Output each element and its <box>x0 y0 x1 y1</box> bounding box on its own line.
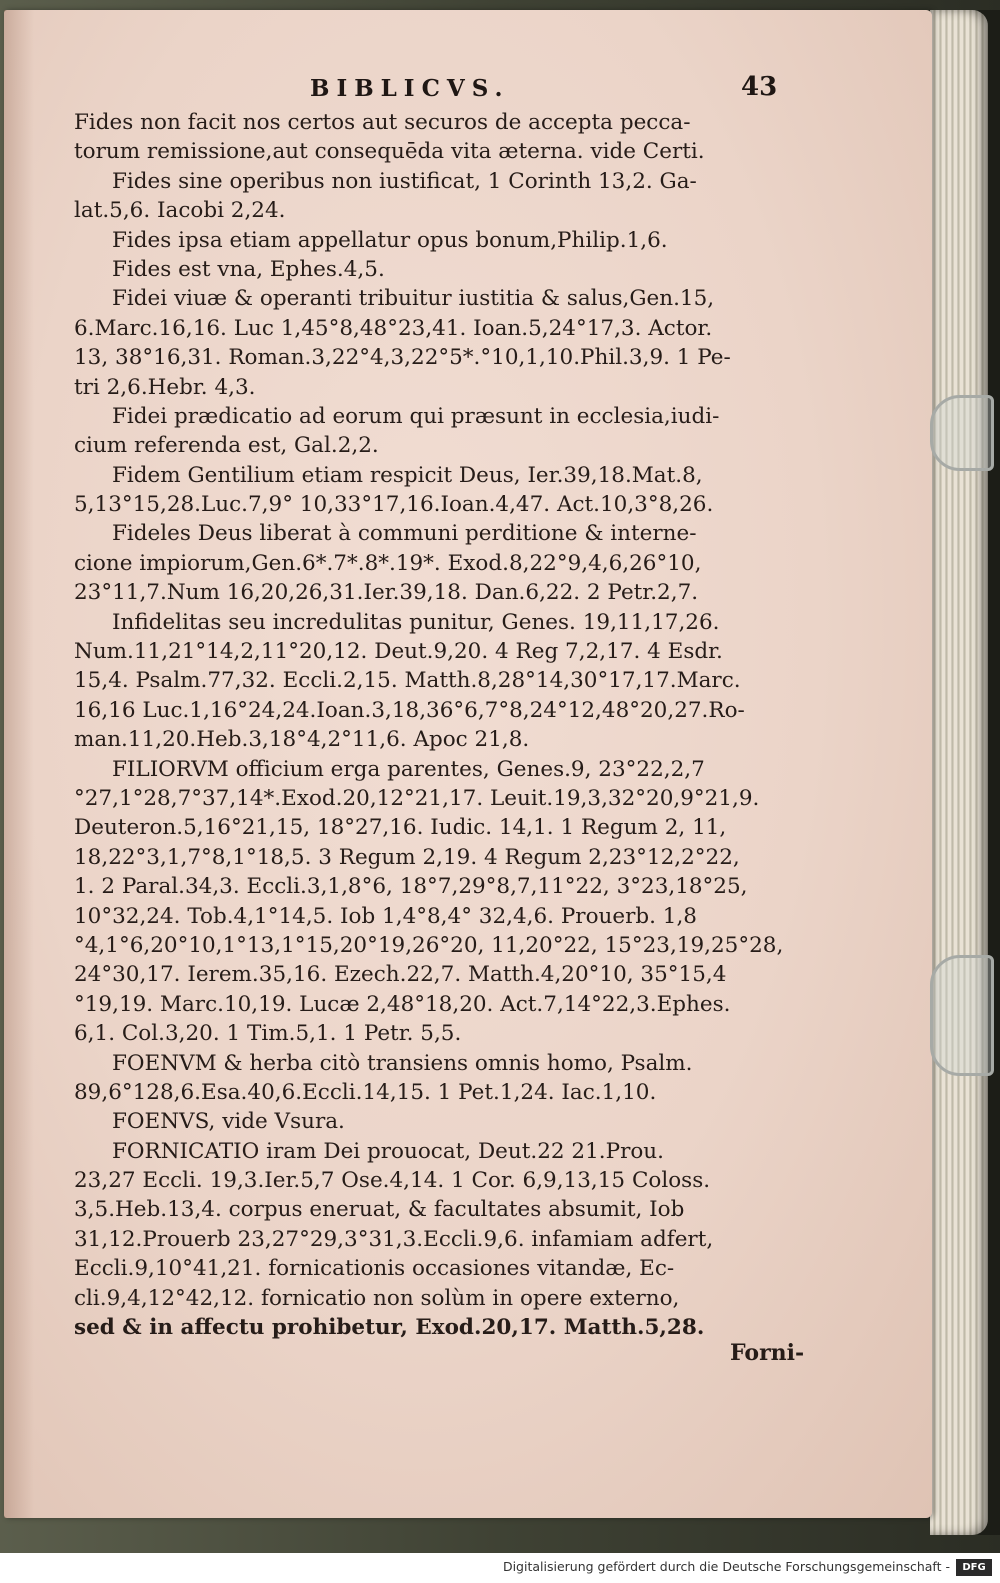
text-line: 1. 2 Paral.34,3. Eccli.3,1,8°6, 18°7,29°8,7,11°22, 3°23,18°25, <box>74 874 748 900</box>
text-block <box>74 108 814 1342</box>
text-line: Deuteron.5,16°21,15, 18°27,16. Iudic. 14,1. 1 Regum 2, 11, <box>74 815 727 841</box>
text-line: °19,19. Marc.10,19. Lucæ 2,48°18,20. Act.7,14°22,3.Ephes. <box>74 991 731 1017</box>
dfg-logo-icon: DFG <box>956 1559 992 1576</box>
footer-band <box>0 1553 1000 1583</box>
text-line: 24°30,17. Ierem.35,16. Ezech.22,7. Matth.4,20°10, 35°15,4 <box>74 962 727 988</box>
text-line: 23°11,7.Num 16,20,26,31.Ier.39,18. Dan.6,22. 2 Petr.2,7. <box>74 580 699 606</box>
text-line: °27,1°28,7°37,14*.Exod.20,12°21,17. Leuit.19,3,32°20,9°21,9. <box>74 785 760 811</box>
text-line: sed & in affectu prohibetur, Exod.20,17. Matth.5,28. <box>74 1315 705 1341</box>
text-line: lat.5,6. Iacobi 2,24. <box>74 198 286 224</box>
text-line: Eccli.9,10°41,21. fornicationis occasiones vitandæ, Ec- <box>74 1256 675 1282</box>
text-line: Fides ipsa etiam appellatur opus bonum,Philip.1,6. <box>112 227 668 253</box>
text-line: torum remissione,aut consequēda vita æterna. vide Certi. <box>74 139 705 165</box>
text-line: cli.9,4,12°42,12. fornicatio non solùm in opere externo, <box>74 1285 680 1311</box>
text-line: Infidelitas seu incredulitas punitur, Genes. 19,11,17,26. <box>112 609 720 635</box>
text-line: Fides sine operibus non iustificat, 1 Corinth 13,2. Ga- <box>112 168 697 194</box>
text-line: 23,27 Eccli. 19,3.Ier.5,7 Ose.4,14. 1 Cor. 6,9,13,15 Coloss. <box>74 1168 711 1194</box>
page-number: 43 <box>741 72 778 102</box>
text-line: 5,13°15,28.Luc.7,9° 10,33°17,16.Ioan.4,47. Act.10,3°8,26. <box>74 492 714 518</box>
text-line: 16,16 Luc.1,16°24,24.Ioan.3,18,36°6,7°8,24°12,48°20,27.Ro- <box>74 697 745 723</box>
text-line: 6,1. Col.3,20. 1 Tim.5,1. 1 Petr. 5,5. <box>74 1021 462 1047</box>
text-line: cium referenda est, Gal.2,2. <box>74 433 379 459</box>
text-line: FOENVS, vide Vsura. <box>112 1109 345 1135</box>
text-line: 10°32,24. Tob.4,1°14,5. Iob 1,4°8,4° 32,4,6. Prouerb. 1,8 <box>74 903 697 929</box>
page-clip-top <box>930 395 994 471</box>
text-line: °4,1°6,20°10,1°13,1°15,20°19,26°20, 11,20°22, 15°23,19,25°28, <box>74 932 784 958</box>
text-line: FORNICATIO iram Dei prouocat, Deut.22 21.Prou. <box>112 1138 664 1164</box>
text-line: tri 2,6.Hebr. 4,3. <box>74 374 256 400</box>
text-line: Fidei viuæ & operanti tribuitur iustitia & salus,Gen.15, <box>112 286 715 312</box>
running-head: BIBLICVS. <box>310 75 510 102</box>
text-line: FOENVM & herba citò transiens omnis homo, Psalm. <box>112 1050 693 1076</box>
text-line: Fidem Gentilium etiam respicit Deus, Ier.39,18.Mat.8, <box>112 462 703 488</box>
text-line: FILIORVM officium erga parentes, Genes.9, 23°22,2,7 <box>112 756 705 782</box>
page-edges <box>930 10 988 1535</box>
text-line: cione impiorum,Gen.6*.7*.8*.19*. Exod.8,22°9,4,6,26°10, <box>74 550 702 576</box>
page-clip-middle <box>930 955 994 1076</box>
text-line: 6.Marc.16,16. Luc 1,45°8,48°23,41. Ioan.5,24°17,3. Actor. <box>74 315 713 341</box>
text-line: 15,4. Psalm.77,32. Eccli.2,15. Matth.8,28°14,30°17,17.Marc. <box>74 668 741 694</box>
text-line: man.11,20.Heb.3,18°4,2°11,6. Apoc 21,8. <box>74 727 530 753</box>
text-line: Fides est vna, Ephes.4,5. <box>112 256 385 282</box>
text-line: Fideles Deus liberat à communi perditione & interne- <box>112 521 697 547</box>
funding-note: Digitalisierung gefördert durch die Deutsche Forschungsgemeinschaft - <box>502 1559 950 1574</box>
text-line: Fides non facit nos certos aut securos de accepta pecca- <box>74 110 691 135</box>
text-line: 89,6°128,6.Esa.40,6.Eccli.14,15. 1 Pet.1,24. Iac.1,10. <box>74 1079 657 1105</box>
page-gutter-shade <box>4 10 34 1518</box>
text-line: 13, 38°16,31. Roman.3,22°4,3,22°5*.°10,1,10.Phil.3,9. 1 Pe- <box>74 345 731 371</box>
catchword: Forni- <box>730 1340 805 1366</box>
text-line: 3,5.Heb.13,4. corpus eneruat, & facultates absumit, Iob <box>74 1197 685 1223</box>
text-line: 31,12.Prouerb 23,27°29,3°31,3.Eccli.9,6. infamiam adfert, <box>74 1226 714 1252</box>
text-line: Num.11,21°14,2,11°20,12. Deut.9,20. 4 Reg 7,2,17. 4 Esdr. <box>74 639 723 665</box>
text-line: 18,22°3,1,7°8,1°18,5. 3 Regum 2,19. 4 Regum 2,23°12,2°22, <box>74 844 740 870</box>
text-line: Fidei prædicatio ad eorum qui præsunt in ecclesia,iudi- <box>112 403 720 429</box>
